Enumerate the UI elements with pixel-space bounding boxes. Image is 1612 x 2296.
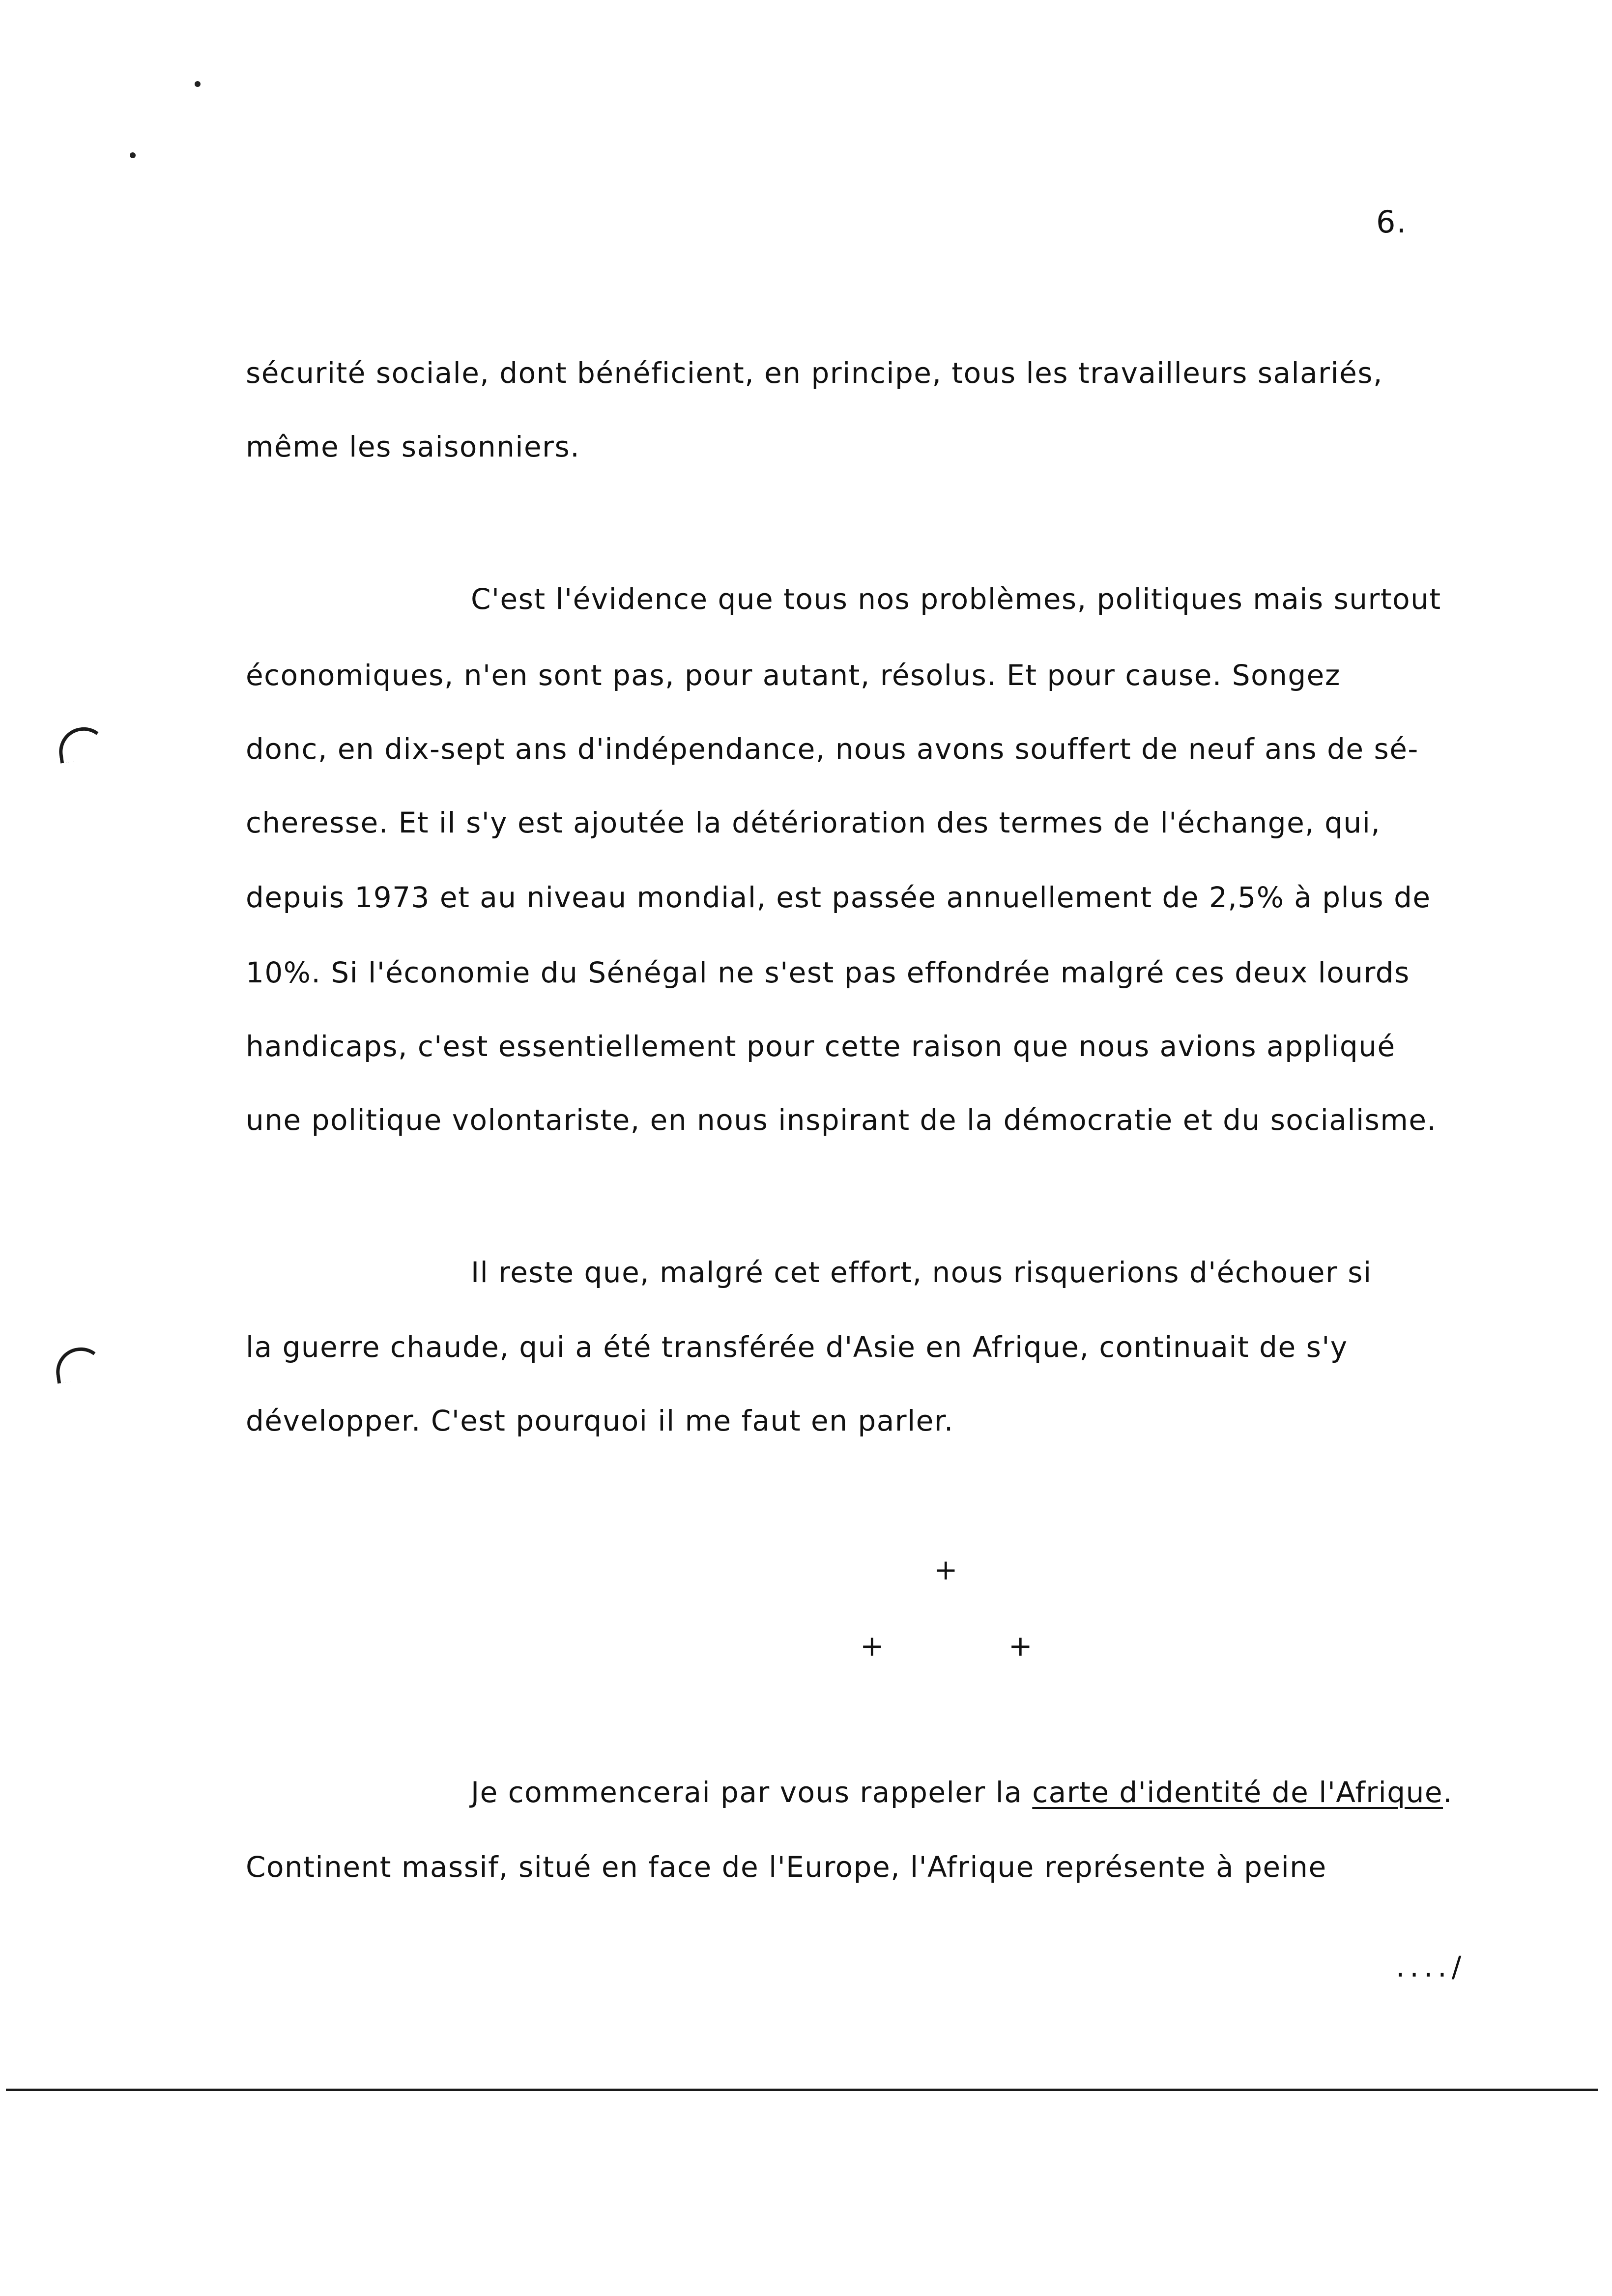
text-line: cheresse. Et il s'y est ajoutée la détérioration des termes de l'échange, qui,	[246, 806, 1381, 839]
text-line: 10%. Si l'économie du Sénégal ne s'est pas effondrée malgré ces deux lourds	[246, 956, 1410, 989]
text-line: une politique volontariste, en nous inspirant de la démocratie et du socialisme.	[246, 1103, 1437, 1137]
text-line: la guerre chaude, qui a été transférée d'Asie en Afrique, continuait de s'y	[246, 1330, 1348, 1364]
speck-mark	[130, 152, 136, 158]
text-line: développer. C'est pourquoi il me faut en parler.	[246, 1404, 954, 1437]
text-line: depuis 1973 et au niveau mondial, est passée annuellement de 2,5% à plus de	[246, 881, 1431, 914]
text-segment: Je commencerai par vous rappeler la	[471, 1776, 1033, 1809]
speck-mark	[195, 81, 201, 87]
continuation-mark: ..../	[1396, 1950, 1467, 1983]
text-line: même les saisonniers.	[246, 430, 580, 463]
separator-plus: +	[934, 1553, 958, 1586]
footer-rule	[6, 2089, 1598, 2091]
text-line: sécurité sociale, dont bénéficient, en principe, tous les travailleurs salariés,	[246, 356, 1383, 390]
text-line: donc, en dix-sept ans d'indépendance, nous avons souffert de neuf ans de sé-	[246, 732, 1419, 766]
underlined-phrase: carte d'identité de l'Afrique	[1032, 1776, 1443, 1809]
text-line: C'est l'évidence que tous nos problèmes, politiques mais surtout	[471, 582, 1441, 616]
text-line	[471, 1778, 1453, 1807]
punch-hole-mark	[56, 724, 109, 763]
separator-plus: +	[860, 1629, 884, 1663]
separator-plus: +	[1008, 1629, 1033, 1663]
text-line: Continent massif, situé en face de l'Europe, l'Afrique représente à peine	[246, 1850, 1327, 1884]
page-number: 6.	[1376, 204, 1408, 240]
text-line: handicaps, c'est essentiellement pour cette raison que nous avions appliqué	[246, 1030, 1396, 1063]
text-line: économiques, n'en sont pas, pour autant, résolus. Et pour cause. Songez	[246, 659, 1341, 692]
text-line: Il reste que, malgré cet effort, nous risquerions d'échouer si	[471, 1256, 1372, 1289]
punch-hole-mark	[53, 1344, 106, 1383]
text-segment: .	[1443, 1776, 1453, 1809]
